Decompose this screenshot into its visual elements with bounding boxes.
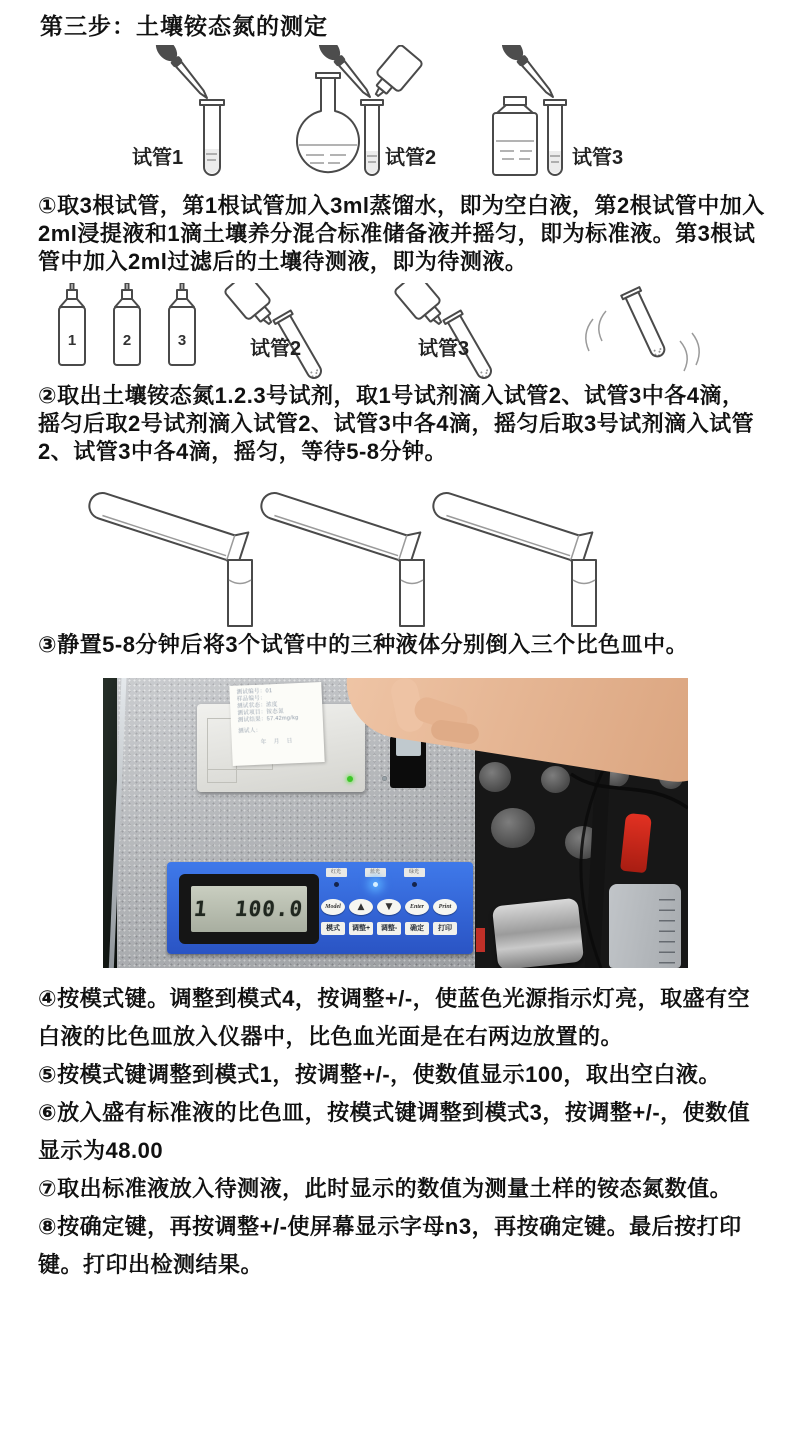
button-label-row <box>321 922 457 935</box>
adjust-up-button-label: 调整+ <box>349 922 373 935</box>
lcd-screen <box>191 886 307 932</box>
reagent-bottle-1-icon <box>59 283 85 365</box>
tilted-reagent-bottle-icon <box>394 283 452 333</box>
blue-light-label: 蓝光 <box>365 868 386 877</box>
enter-button: Enter <box>405 899 429 915</box>
step-3: ③静置5-8分钟后将3个试管中的三种液体分别倒入三个比色皿中。 <box>38 632 689 657</box>
test-tube-1-icon <box>200 100 224 175</box>
instrument-photo <box>103 678 688 968</box>
mode-button-label: 模式 <box>321 922 345 935</box>
receipt-line: 测试状态：浓度 <box>237 701 278 710</box>
step-6: ⑥放入盛有标准液的比色皿，按模式键调整到模式3，按调整+/-，使数值显示为48.00 <box>38 1100 751 1163</box>
step-1: ①取3根试管，第1根试管加入3ml蒸馏水，即为空白液，第2根试管中加入2ml浸提液和1滴土壤养分混合标准储备液并摇匀，即为标准液。第3根试管中加入2ml过滤后的土壤待测液，即为待测液。 <box>38 193 765 274</box>
print-button-label: 打印 <box>433 922 457 935</box>
lcd-bezel <box>179 874 319 944</box>
reagent-bottle-icon <box>493 97 537 175</box>
reagent-dropper-bottle-icon <box>366 45 424 105</box>
step-2: ②取出土壤铵态氮1.2.3号试剂，取1号试剂滴入试管2、试管3中各4滴，摇匀后取2号试剂滴入试管2、试管3中各4滴，摇匀后取3号试剂滴入试管2、试管3中各4滴，摇匀，等待5-8分钟。 <box>38 383 755 464</box>
lcd-value: 1 100.0 <box>193 897 305 921</box>
receipt-line: 年 月 日 <box>260 738 296 746</box>
adjust-up-button: ▲ <box>349 899 373 915</box>
dropper-icon <box>498 45 560 102</box>
figure-tube-preparation <box>100 45 680 193</box>
test-tube-2-icon <box>361 100 383 175</box>
receipt-line: 测试人： <box>238 727 262 735</box>
figure-reagent-dripping <box>40 283 752 383</box>
adjust-down-button: ▼ <box>377 899 401 915</box>
mode-button: Model <box>321 899 345 915</box>
row2-tube2-label: 试管2 <box>250 338 302 360</box>
shaking-tube-icon <box>621 287 669 360</box>
enter-button-label: 确定 <box>405 922 429 935</box>
receipt-line: 测试编号：01 <box>236 688 273 696</box>
reagent-bottle-2-icon <box>114 283 140 365</box>
step-7: ⑦取出标准液放入待测液，此时显示的数值为测量土样的铵态氮数值。 <box>38 1176 733 1201</box>
control-panel <box>167 862 473 954</box>
red-light-led <box>334 882 339 887</box>
receipt-line: 测试结果：57.42mg/kg <box>237 715 299 724</box>
step-5: ⑤按模式键调整到模式1，按调整+/-，使数值显示100，取出空白液。 <box>38 1062 721 1087</box>
pour-group <box>84 483 252 626</box>
svg-text:1: 1 <box>67 332 77 349</box>
tilted-reagent-bottle-icon <box>224 283 282 333</box>
tube3-label: 试管3 <box>572 147 624 169</box>
pour-group <box>256 483 424 626</box>
indicator-lights <box>325 868 425 887</box>
receipt-line: 样品编号： <box>236 695 267 703</box>
figure-pour-into-cuvettes <box>60 476 620 628</box>
step-4: ④按模式键。调整到模式4，按调整+/-，使蓝色光源指示灯亮，取盛有空白液的比色皿放入仪器中，比色血光面是在右两边放置的。 <box>38 986 751 1049</box>
flask-icon <box>297 73 359 172</box>
svg-text:3: 3 <box>177 332 187 349</box>
tube1-label: 试管1 <box>132 147 184 169</box>
tube2-label: 试管2 <box>385 147 437 169</box>
button-row <box>321 899 457 915</box>
svg-text:2: 2 <box>122 332 132 349</box>
receipt-line: 测试项目：铵态氮 <box>237 708 285 717</box>
reagent-bottle-3-icon <box>169 283 195 365</box>
step-8: ⑧按确定键，再按调整+/-使屏幕显示字母n3，再按确定键。最后按打印键。打印出检测结果。 <box>38 1214 742 1277</box>
dropper-icon <box>152 45 214 103</box>
page-title: 第三步：土壤铵态氮的测定 <box>40 13 328 39</box>
red-light-label: 红光 <box>326 868 347 877</box>
adjust-down-button-label: 调整- <box>377 922 401 935</box>
print-button: Print <box>433 899 457 915</box>
test-tube-3-icon <box>544 100 566 175</box>
green-light-led <box>412 882 417 887</box>
pour-group <box>428 483 596 626</box>
row2-tube3-label: 试管3 <box>418 338 470 360</box>
green-light-label: 绿光 <box>404 868 425 877</box>
blue-light-led <box>373 882 378 887</box>
